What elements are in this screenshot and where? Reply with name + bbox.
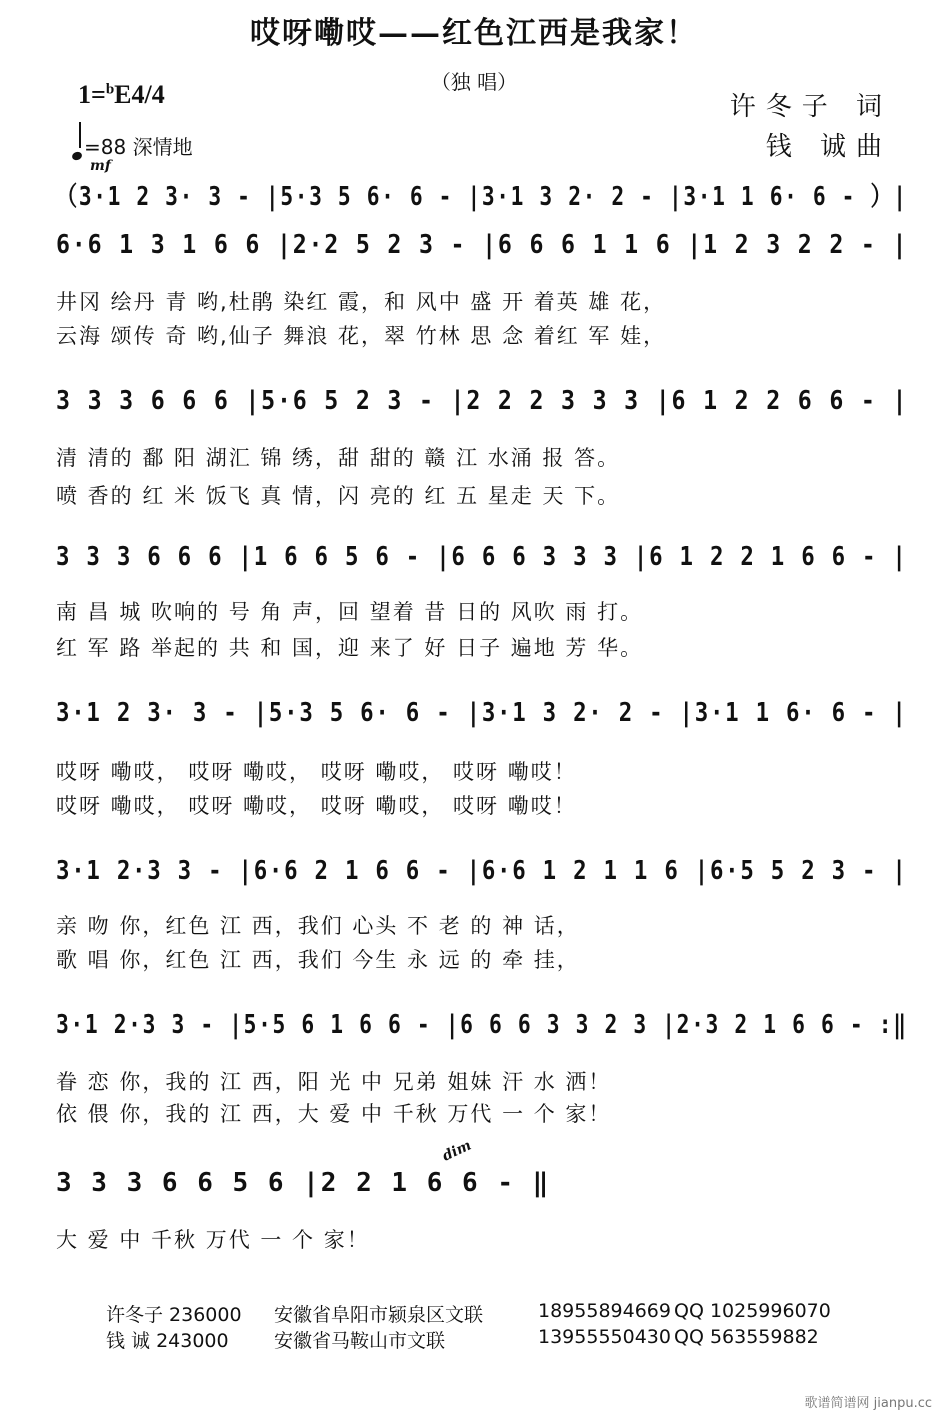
tempo-text: =88 深情地 [84,135,193,159]
contact-name: 许冬子 236000 [106,1304,242,1326]
lyric-line: 眷 恋 你，我的 江 西，阳 光 中 兄弟 姐妹 汗 水 洒！ [56,1070,612,1094]
note-stem-icon [79,122,81,148]
contact-org: 安徽省阜阳市颍泉区文联 [274,1304,484,1326]
composer-credit: 钱 诚曲 [765,132,892,162]
dynamic-dim: dim [440,1137,474,1165]
staff-notes-2: 6·6 1 3 1 6 6 |2·2 5 2 3 - |6 6 6 1 1 6 |1 2 3 2 2 - | [56,230,909,260]
lyricist-credit: 许冬子 词 [729,92,892,122]
lyric-line: 哎呀 嘞哎， 哎呀 嘞哎， 哎呀 嘞哎， 哎呀 嘞哎！ [56,760,577,784]
key-meter: E4/4 [114,80,165,109]
staff-notes-4: 3 3 3 6 6 6 |1 6 6 5 6 - |6 6 6 3 3 3 |6 1 2 2 1 6 6 - | [56,542,908,572]
lyric-line: 清 清的 鄱 阳 湖汇 锦 绣，甜 甜的 赣 江 水涌 报 答。 [56,446,621,470]
quarter-note-icon [71,151,83,162]
contact-phone: 18955894669 [538,1300,671,1322]
contact-phone: 13955550430 [538,1326,671,1348]
lyric-line: 依 偎 你，我的 江 西，大 爱 中 千秋 万代 一 个 家！ [56,1102,612,1126]
key-flat: b [105,81,115,98]
contact-qq: QQ 1025996070 [674,1300,831,1322]
lyric-line: 大 爱 中 千秋 万代 一 个 家！ [56,1228,370,1252]
contact-qq: QQ 563559882 [674,1326,819,1348]
staff-notes-3: 3 3 3 6 6 6 |5·6 5 2 3 - |2 2 2 3 3 3 |6 1 2 2 6 6 - | [56,386,909,416]
lyric-line: 哎呀 嘞哎， 哎呀 嘞哎， 哎呀 嘞哎， 哎呀 嘞哎！ [56,794,577,818]
lyric-line: 亲 吻 你，红色 江 西，我们 心头 不 老 的 神 话， [56,914,580,938]
staff-notes-8: 3 3 3 6 6 5 6 |2 2 1 6 6 - ‖ [56,1168,551,1198]
key-signature [78,80,165,110]
lyric-line: 歌 唱 你，红色 江 西，我们 今生 永 远 的 牵 挂， [56,948,580,972]
tempo-marking [72,128,193,160]
lyric-line: 南 昌 城 吹响的 号 角 声，回 望着 昔 日的 风吹 雨 打。 [56,600,644,624]
staff-notes-6: 3·1 2·3 3 - |6·6 2 1 6 6 - |6·6 1 2 1 1 6 |6·5 5 2 3 - | [56,856,908,886]
lyric-line: 喷 香的 红 米 饭飞 真 情，闪 亮的 红 五 星走 天 下。 [56,484,621,508]
dynamic-mf: mf [90,158,111,174]
lyric-line: 井冈 绘丹 青 哟,杜鹃 染红 霞，和 风中 盛 开 着英 雄 花， [56,290,667,314]
lyric-line: 云海 颂传 奇 哟,仙子 舞浪 花，翠 竹林 思 念 着红 军 娃， [56,324,667,348]
staff-notes-7: 3·1 2·3 3 - |5·5 6 1 6 6 - |6 6 6 3 3 2 3 |2·3 2 1 6 6 - :‖ [56,1010,908,1040]
performance-type: （独 唱） [430,70,518,94]
song-title: 哎呀嘞哎——红色江西是我家！ [250,16,698,51]
key-prefix: 1= [78,80,106,109]
staff-notes-5: 3·1 2 3· 3 - |5·3 5 6· 6 - |3·1 3 2· 2 - |3·1 1 6· 6 - | [56,698,908,728]
contact-name: 钱 诚 243000 [106,1330,229,1352]
lyric-line: 红 军 路 举起的 共 和 国，迎 来了 好 日子 遍地 芳 华。 [56,636,644,660]
contact-org: 安徽省马鞍山市文联 [274,1330,446,1352]
staff-notes-1: （3·1 2 3· 3 - |5·3 5 6· 6 - |3·1 3 2· 2 - |3·1 1 6· 6 - ）| [56,182,908,212]
watermark: 歌谱简谱网 jianpu.cc [804,1396,932,1411]
